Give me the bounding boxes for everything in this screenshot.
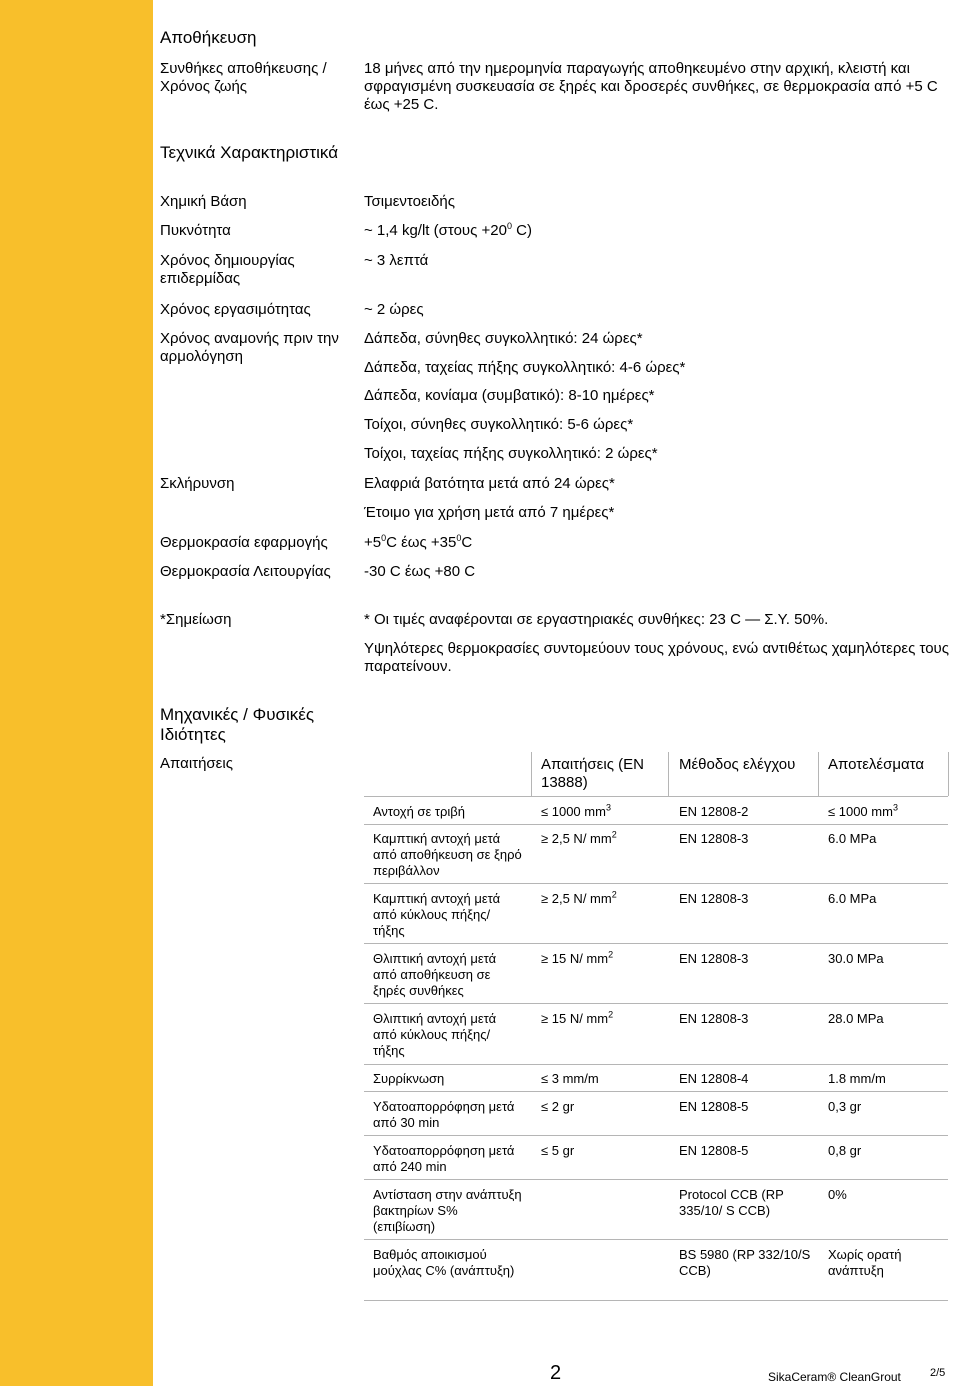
cell-property: Θλιπτική αντοχή μετά από αποθήκευση σε ξηρές συνθήκες [373, 951, 497, 998]
chemical-base-value: Τσιμεντοειδής [364, 193, 455, 210]
table-rule [364, 796, 948, 797]
cell-property: Υδατοαπορρόφηση μετά από 240 min [373, 1143, 515, 1174]
service-temp-label: Θερμοκρασία Λειτουργίας [160, 563, 331, 580]
cell-method: EN 12808-5 [679, 1099, 749, 1114]
table-rule [364, 1003, 948, 1004]
service-temp-value: -30 C έως +80 C [364, 563, 476, 580]
chemical-base-label: Χημική Βάση [160, 193, 247, 210]
table-rule [364, 1239, 948, 1240]
header-divider [948, 752, 949, 796]
density-label: Πυκνότητα [160, 222, 231, 239]
table-rule [364, 1091, 948, 1092]
curing-label: Σκλήρυνση [160, 475, 235, 492]
table-rule [364, 1064, 948, 1065]
cell-property: Βαθμός αποικισμού μούχλας C% (ανάπτυξη) [373, 1247, 515, 1278]
cell-method: EN 12808-5 [679, 1143, 749, 1158]
cell-requirement: ≤ 2 gr [541, 1099, 575, 1114]
application-temp-label: Θερμοκρασία εφαρμογής [160, 534, 328, 551]
application-temp-value: $+5^0C$ $έ\omega\varsigma +35^0C$ [364, 533, 473, 551]
cell-method: EN 12808-3 [679, 891, 749, 906]
waiting-time-value-1: Δάπεδα, σύνηθες συγκολλητικό: 24 ώρες* [364, 330, 643, 347]
cell-requirement: ≥ 15 N/ $mm^2$ [541, 949, 614, 966]
storage-label: Συνθήκες αποθήκευσης / Χρόνος ζωής [160, 60, 327, 95]
cell-result: 0,3 gr [828, 1099, 862, 1114]
note-line-2: Υψηλότερες θερμοκρασίες συντομεύουν τους χρόνους, ενώ αντιθέτως χαμηλότερες τους παρατείνουν. [364, 640, 949, 675]
page-of: 2/5 [930, 1367, 946, 1379]
cell-requirement: ≤ 1000 $mm^3$ [541, 802, 611, 819]
cell-method: Protocol CCB (RP 335/10/ S CCB) [679, 1187, 784, 1218]
table-rule [364, 824, 948, 825]
table-rule [364, 1179, 948, 1180]
curing-value-1: Ελαφριά βατότητα μετά από 24 ώρες* [364, 475, 615, 492]
cell-method: EN 12808-2 [679, 804, 749, 819]
cell-result: 1.8 mm/m [828, 1071, 886, 1086]
table-header-results: Αποτελέσματα [828, 756, 925, 773]
cell-result: Χωρίς ορατή ανάπτυξη [828, 1247, 902, 1278]
table-rule [364, 1135, 948, 1136]
curing-value-2: Έτοιμο για χρήση μετά από 7 ημέρες* [364, 504, 615, 521]
pot-life-value: ~ 2 ώρες [364, 301, 424, 318]
cell-property: Αντίσταση στην ανάπτυξη βακτηρίων S% (επιβίωση) [373, 1187, 522, 1234]
cell-requirement: ≤ 3 mm/m [541, 1071, 599, 1086]
note-line-1: * Οι τιμές αναφέρονται σε εργαστηριακές συνθήκες: 23 C — Σ.Υ. 50%. [364, 611, 829, 628]
cell-property: Αντοχή σε τριβή [373, 804, 465, 819]
waiting-time-value-4: Τοίχοι, σύνηθες συγκολλητικό: 5-6 ώρες* [364, 416, 634, 433]
skin-time-label: Χρόνος δημιουργίας επιδερμίδας [160, 252, 295, 287]
pot-life-label: Χρόνος εργασιμότητας [160, 301, 311, 318]
cell-result: 6.0 MPa [828, 891, 877, 906]
cell-property: Υδατοαπορρόφηση μετά από 30 min [373, 1099, 515, 1130]
header-divider [818, 752, 819, 796]
cell-property: Καμπτική αντοχή μετά από κύκλους πήξης/ τήξης [373, 891, 501, 938]
cell-property: Συρρίκνωση [373, 1071, 445, 1086]
cell-method: BS 5980 (RP 332/10/S CCB) [679, 1247, 811, 1278]
header-divider [531, 752, 532, 796]
requirements-label: Απαιτήσεις [160, 755, 233, 772]
cell-result: ≤ 1000 $mm^3$ [828, 802, 898, 819]
table-header-method: Μέθοδος ελέγχου [679, 756, 796, 773]
mechanical-heading: Μηχανικές / Φυσικές Ιδιότητες [160, 705, 315, 744]
cell-result: 0,8 gr [828, 1143, 862, 1158]
cell-method: EN 12808-3 [679, 831, 749, 846]
cell-result: 28.0 MPa [828, 1011, 884, 1026]
cell-method: EN 12808-3 [679, 951, 749, 966]
cell-requirement: ≥ 2,5 N/ $mm^2$ [541, 889, 617, 906]
technical-heading: Τεχνικά Χαρακτηριστικά [160, 143, 339, 162]
cell-method: EN 12808-3 [679, 1011, 749, 1026]
cell-property: Καμπτική αντοχή μετά από αποθήκευση σε ξηρό περιβάλλον [373, 831, 522, 878]
header-divider [668, 752, 669, 796]
cell-result: 0% [828, 1187, 847, 1202]
storage-value: 18 μήνες από την ημερομηνία παραγωγής αποθηκευμένο στην αρχική, κλειστή και σφραγισμένη συσκευασία σε ξηρές και δροσερές συνθήκες, σε θερμοκρασία από +5 C έως +25 C. [364, 60, 938, 113]
waiting-time-value-2: Δάπεδα, ταχείας πήξης συγκολλητικό: 4-6 ώρες* [364, 359, 686, 376]
table-rule [364, 1300, 948, 1301]
table-rule [364, 883, 948, 884]
cell-result: 30.0 MPa [828, 951, 884, 966]
storage-heading: Αποθήκευση [160, 28, 257, 47]
skin-time-value: ~ 3 λεπτά [364, 252, 429, 269]
table-rule [364, 943, 948, 944]
cell-result: 6.0 MPa [828, 831, 877, 846]
density-value: ~ 1,4 kg/lt ($\sigma\tau o\upsilon\varsigma +20^0$ C) [364, 221, 532, 239]
product-name: SikaCeram® CleanGrout [768, 1370, 901, 1384]
cell-requirement: ≥ 15 N/ $mm^2$ [541, 1009, 614, 1026]
yellow-sidebar [0, 0, 153, 1386]
cell-property: Θλιπτική αντοχή μετά από κύκλους πήξης/ τήξης [373, 1011, 497, 1058]
page-number: 2 [550, 1362, 562, 1384]
cell-method: EN 12808-4 [679, 1071, 749, 1086]
cell-requirement: ≤ 5 gr [541, 1143, 575, 1158]
table-header-requirements: Απαιτήσεις (EN 13888) [541, 756, 644, 791]
note-label: *Σημείωση [160, 611, 232, 628]
waiting-time-value-3: Δάπεδα, κονίαμα (συμβατικό): 8-10 ημέρες* [364, 387, 655, 404]
cell-requirement: ≥ 2,5 N/ $mm^2$ [541, 829, 617, 846]
waiting-time-label: Χρόνος αναμονής πριν την αρμολόγηση [160, 330, 339, 365]
waiting-time-value-5: Τοίχοι, ταχείας πήξης συγκολλητικό: 2 ώρες* [364, 445, 658, 462]
